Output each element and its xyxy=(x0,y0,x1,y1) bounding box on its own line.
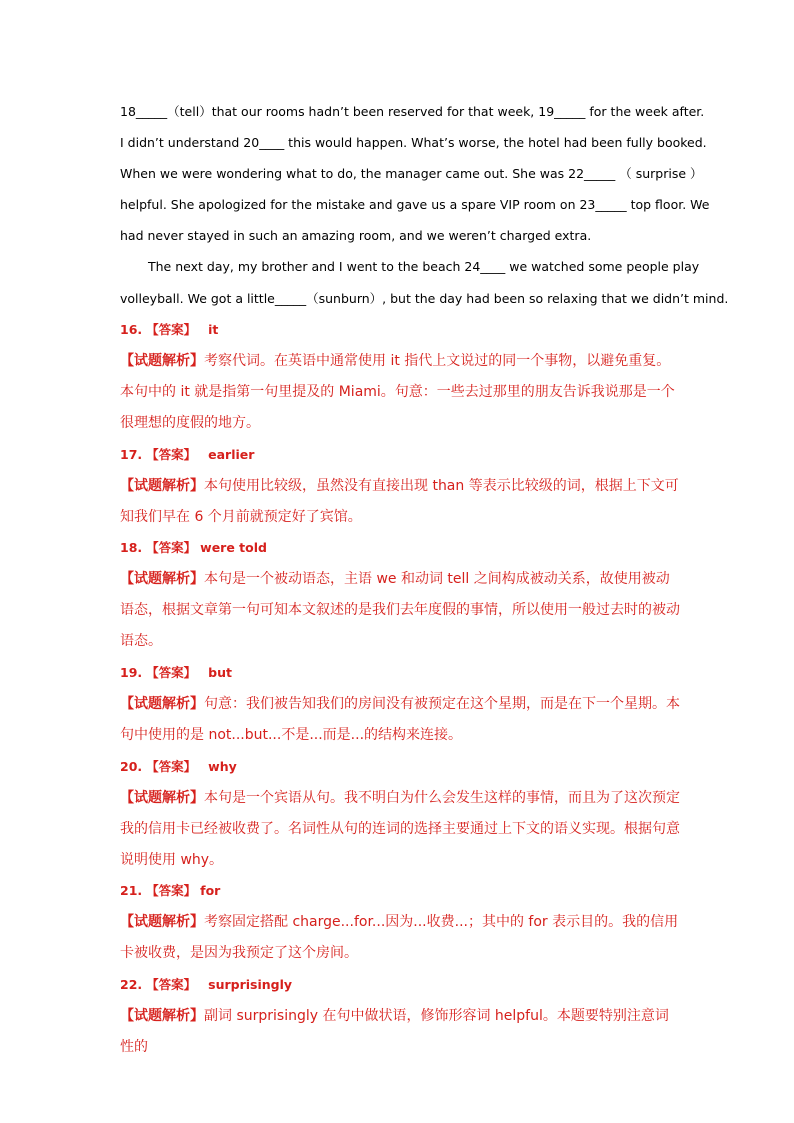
answer-value: were told xyxy=(200,540,267,555)
item-number: 19. xyxy=(120,665,143,680)
answer-label: 【答案】 xyxy=(146,759,197,774)
answer-label: 【答案】 xyxy=(146,977,197,992)
answer-value: why xyxy=(208,759,237,774)
passage-line: The next day, my brother and I went to the beach 24____ we watched some people play xyxy=(148,259,700,274)
answer-row xyxy=(120,975,674,995)
explanation-label: 【试题解析】 xyxy=(120,353,204,369)
explanation-text: 本句是一个宾语从句。我不明白为什么会发生这样的事情，而且为了这次预定我的信用卡已经被收费了。名词性从句的连词的选择主要通过上下文的语义实现。根据句意说明使用 why。 xyxy=(120,790,680,868)
explanation xyxy=(120,907,680,969)
explanation-text: 考察代词。在英语中通常使用 it 指代上文说过的同一个事物，以避免重复。本句中的 it 就是指第一句里提及的 Miami。句意：一些去过那里的朋友告诉我说那是一个很理想的度假的地方。 xyxy=(120,353,675,431)
explanation-text: 本句使用比较级，虽然没有直接出现 than 等表示比较级的词，根据上下文可知我们早在 6 个月前就预定好了宾馆。 xyxy=(120,478,679,525)
answer-label: 【答案】 xyxy=(146,447,197,462)
passage-line: 18_____（tell）that our rooms hadn’t been reserved for that week, 19_____ for the week after. xyxy=(120,104,705,119)
passage-line: volleyball. We got a little_____（sunburn）, but the day had been so relaxing that we didn’t mind. xyxy=(120,291,729,306)
item-number: 17. xyxy=(120,447,143,462)
answer-row xyxy=(120,320,674,340)
answer-value: surprisingly xyxy=(208,977,293,992)
explanation-label: 【试题解析】 xyxy=(120,696,204,712)
explanation xyxy=(120,564,680,657)
explanation xyxy=(120,471,680,533)
answer-value: but xyxy=(208,665,232,680)
passage-line: I didn’t understand 20____ this would happen. What’s worse, the hotel had been fully booked. xyxy=(120,135,707,150)
answer-value: for xyxy=(200,883,221,898)
passage-line: had never stayed in such an amazing room, and we weren’t charged extra. xyxy=(120,228,592,243)
item-number: 18. xyxy=(120,540,143,555)
item-number: 16. xyxy=(120,322,143,337)
answer-row xyxy=(120,757,674,777)
explanation-text: 句意：我们被告知我们的房间没有被预定在这个星期，而是在下一个星期。本句中使用的是 not...but...不是...而是...的结构来连接。 xyxy=(120,696,680,743)
item-number: 22. xyxy=(120,977,143,992)
explanation xyxy=(120,346,680,439)
answer-row xyxy=(120,445,674,465)
answer-label: 【答案】 xyxy=(146,322,197,337)
explanation xyxy=(120,783,680,876)
explanation-label: 【试题解析】 xyxy=(120,790,204,806)
explanation-label: 【试题解析】 xyxy=(120,478,204,494)
explanation-text: 副词 surprisingly 在句中做状语，修饰形容词 helpful。本题要特别注意词性的 xyxy=(120,1008,669,1055)
answer-label: 【答案】 xyxy=(146,883,197,898)
answer-label: 【答案】 xyxy=(146,540,197,555)
explanation xyxy=(120,689,680,751)
explanation-text: 考察固定搭配 charge...for...因为...收费...；其中的 for 表示目的。我的信用卡被收费，是因为我预定了这个房间。 xyxy=(120,914,679,961)
explanation-label: 【试题解析】 xyxy=(120,914,204,930)
item-number: 21. xyxy=(120,883,143,898)
answer-row xyxy=(120,663,674,683)
passage-line: helpful. She apologized for the mistake and gave us a spare VIP room on 23_____ top floor. We xyxy=(120,197,710,212)
explanation-label: 【试题解析】 xyxy=(120,1008,204,1024)
answer-value: earlier xyxy=(208,447,255,462)
answer-row xyxy=(120,538,674,558)
answer-label: 【答案】 xyxy=(146,665,197,680)
passage-line: When we were wondering what to do, the manager came out. She was 22_____ （ surprise ） xyxy=(120,166,703,181)
answer-row xyxy=(120,881,674,901)
item-number: 20. xyxy=(120,759,143,774)
explanation-label: 【试题解析】 xyxy=(120,571,204,587)
explanation xyxy=(120,1001,680,1063)
answer-value: it xyxy=(208,322,219,337)
explanation-text: 本句是一个被动语态，主语 we 和动词 tell 之间构成被动关系，故使用被动语态，根据文章第一句可知本文叙述的是我们去年度假的事情，所以使用一般过去时的被动语态。 xyxy=(120,571,680,649)
